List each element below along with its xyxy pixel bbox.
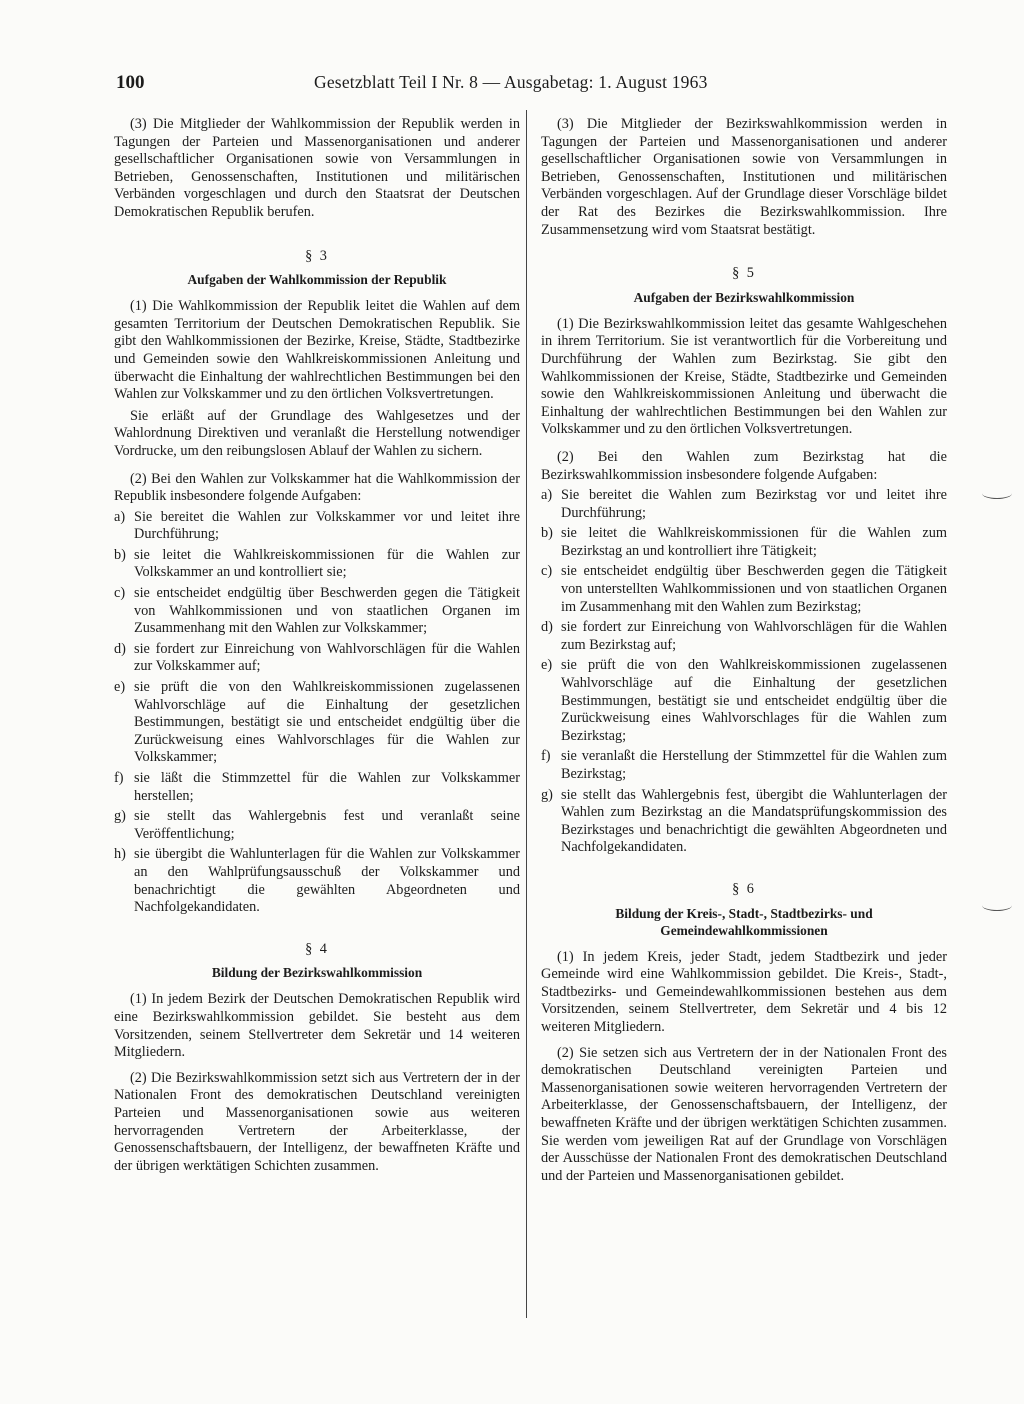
page-header bbox=[116, 72, 966, 98]
list-item-label: f) bbox=[541, 748, 551, 765]
paragraph: Sie erläßt auf der Grundlage des Wahlgesetzes und der Wahlordnung Direktiven und veranlaßt die Herstellung notwendiger Vordrucke, um den reibungslosen Ablauf der Wahlen zu sichern. bbox=[114, 407, 520, 459]
list-item bbox=[114, 770, 520, 805]
paragraph: (2) Bei den Wahlen zur Volkskammer hat die Wahlkommission der Republik insbesondere folgende Aufgaben: bbox=[114, 470, 520, 505]
list-item bbox=[114, 547, 520, 582]
section-symbol: § 5 bbox=[732, 265, 756, 282]
list-item bbox=[541, 563, 947, 616]
list-item bbox=[114, 585, 520, 638]
list-item bbox=[541, 487, 947, 522]
section-heading: Bildung der Bezirkswahlkommission bbox=[211, 965, 423, 981]
paragraph: (1) Die Wahlkommission der Republik leitet die Wahlen auf dem gesamten Territorium der Deutschen Demokratischen Republik. Sie gibt den Wahlkommissionen der Bezirke, Kreise, Städte, Stadtbezirke und Gemeinden sowie den Wahlkreiskommissionen Anleitung und überwacht die Einhaltung der wahlrechtlichen Bestimmungen bei den Wahlen zur Volkskammer und zu den örtlichen Volksvertretungen. bbox=[114, 298, 520, 403]
list-item-text: sie übergibt die Wahlunterlagen für die Wahlen zur Volkskammer an den Wahlprüfungsausschuß der Volkskammer und benachrichtigt die gewählten Abgeordneten und Nachfolgekandidaten. bbox=[134, 846, 520, 916]
list-item-label: c) bbox=[541, 563, 553, 580]
list-item bbox=[114, 509, 520, 544]
right-column bbox=[541, 116, 947, 1185]
paragraph: (2) Bei den Wahlen zum Bezirkstag hat die Bezirkswahlkommission insbesondere folgende Aufgaben: bbox=[541, 448, 947, 483]
column-divider bbox=[526, 110, 527, 1318]
section-heading: Bildung der Kreis-, Stadt-, Stadtbezirks- und Gemeindewahlkommissionen bbox=[615, 905, 873, 938]
section-heading: Aufgaben der Wahlkommission der Republik bbox=[187, 272, 447, 288]
list-item-text: Sie bereitet die Wahlen zur Volkskammer vor und leitet ihre Durchführung; bbox=[134, 508, 520, 543]
list-item-label: b) bbox=[114, 546, 126, 563]
section-symbol: § 6 bbox=[732, 880, 756, 897]
list-item bbox=[114, 641, 520, 676]
list-item-label: g) bbox=[541, 786, 553, 803]
paragraph: (1) In jedem Kreis, jeder Stadt, jedem Stadtbezirk und jeder Gemeinde wird eine Wahlkommission gebildet. Die Kreis-, Stadt-, Stadtbezirks- und Gemeindewahlkommissionen bestehen aus dem Vorsitzenden, seinem Stellvertreter, dem Sekretär und 4 bis 12 weiteren Mitgliedern. bbox=[541, 948, 947, 1035]
list-item-label: b) bbox=[541, 525, 553, 542]
section-symbol: § 3 bbox=[305, 247, 329, 264]
paragraph: (3) Die Mitglieder der Wahlkommission der Republik werden in Tagungen der Parteien und Massenorganisationen und anderer gesellschaftlicher Organisationen sowie von Versammlungen in Betrieben, Genossenschaften, Institutionen und militärischen Verbänden vorgeschlagen und durch den Staatsrat der Deutschen Demokratischen Republik berufen. bbox=[114, 116, 520, 220]
paragraph: (1) Die Bezirkswahlkommission leitet das gesamte Wahlgeschehen in ihrem Territorium. Sie ist verantwortlich für die Vorbereitung und Durchführung der Wahlen zum Bezirkstag. Sie gibt den Wahlkommissionen der Kreise, Städte, Stadtbezirke und Gemeinden sowie den Wahlkreiskommissionen Anleitung und überwacht die Einhaltung der wahlrechtlichen Bestimmungen bei den Wahlen zur Volkskammer und zu den örtlichen Volksvertretungen. bbox=[541, 315, 947, 438]
margin-mark bbox=[982, 488, 1012, 499]
list-item-label: f) bbox=[114, 770, 124, 786]
list-item-label: a) bbox=[114, 508, 126, 525]
paragraph: (1) In jedem Bezirk der Deutschen Demokratischen Republik wird eine Bezirkswahlkommission gebildet. Sie besteht aus dem Vorsitzenden, seinem Stellvertreter dem Sekretär und 14 weiteren Mitgliedern. bbox=[114, 991, 520, 1061]
list-item-label: c) bbox=[114, 585, 126, 602]
list-item-label: e) bbox=[541, 657, 553, 674]
paragraph: (2) Sie setzen sich aus Vertretern der in der Nationalen Front des demokratischen Deutschland vereinigten Parteien und Massenorganisationen sowie weiteren hervorragenden Vertretern der Arbeiterklasse, der Genossenschaftsbauern, der Intelligenz, der bewaffneten Kräfte und der übrigen werktätigen Schichten zusammen. Sie werden vom jeweiligen Rat auf der Grundlage von Vorschlägen der Ausschüsse der Nationalen Front des demokratischen Deutschland und der Parteien und Massenorganisationen gebildet. bbox=[541, 1044, 947, 1184]
list-item-text: sie fordert zur Einreichung von Wahlvorschlägen für die Wahlen zum Bezirkstag auf; bbox=[561, 619, 947, 653]
list-item bbox=[541, 619, 947, 654]
list-item bbox=[114, 808, 520, 843]
list-item-label: e) bbox=[114, 679, 126, 696]
list-item-text: sie prüft die von den Wahlkreiskommissionen zugelassenen Wahlvorschläge auf die Einhaltung der gesetzlichen Bestimmungen, bestätigt sie und entscheidet endgültig über die Zurückweisung eines Wahlvorschlages für die Wahlen zur Volkskammer; bbox=[134, 679, 520, 766]
list-item-text: sie stellt das Wahlergebnis fest und veranlaßt seine Veröffentlichung; bbox=[134, 808, 520, 842]
list-item bbox=[541, 525, 947, 560]
page-number: 100 bbox=[116, 72, 145, 93]
running-title: Gesetzblatt Teil I Nr. 8 — Ausgabetag: 1. August 1963 bbox=[314, 72, 708, 92]
list-item-text: sie leitet die Wahlkreiskommissionen für die Wahlen zum Bezirkstag an und kontrolliert ihre Tätigkeit; bbox=[561, 525, 947, 559]
list-item-label: g) bbox=[114, 808, 126, 825]
list-item bbox=[541, 657, 947, 745]
paragraph: (3) Die Mitglieder der Bezirkswahlkommission werden in Tagungen der Parteien und Massenorganisationen und anderer gesellschaftlicher Organisationen sowie von Versammlungen in Betrieben, Genossenschaften, Institutionen und militärischen Verbänden vorgeschlagen. Auf der Grundlage dieser Vorschläge bildet der Rat des Bezirkes die Bezirkswahlkommission. Ihre Zusammensetzung wird vom Staatsrat bestätigt. bbox=[541, 116, 947, 238]
list-item-label: h) bbox=[114, 846, 126, 863]
list-item-text: sie leitet die Wahlkreiskommissionen für die Wahlen zur Volkskammer an und kontrolliert sie; bbox=[134, 546, 520, 581]
list-item-label: a) bbox=[541, 487, 553, 504]
list-item-text: sie entscheidet endgültig über Beschwerden gegen die Tätigkeit von unterstellten Wahlkommissionen und von staatlichen Organen im Zusammenhang mit den Wahlen zum Bezirkstag; bbox=[561, 563, 947, 615]
list-item-text: Sie bereitet die Wahlen zum Bezirkstag vor und leitet ihre Durchführung; bbox=[561, 487, 947, 521]
margin-mark bbox=[982, 900, 1012, 911]
task-list bbox=[541, 487, 947, 857]
list-item-label: d) bbox=[114, 640, 126, 657]
list-item-text: sie entscheidet endgültig über Beschwerden gegen die Tätigkeit von Wahlkommissionen und von staatlichen Organen im Zusammenhang mit den Wahlen zur Volkskammer; bbox=[134, 585, 520, 637]
list-item-text: sie prüft die von den Wahlkreiskommissionen zugelassenen Wahlvorschläge auf die Einhaltung der gesetzlichen Bestimmungen, bestätigt sie und entscheidet endgültig über die Zurückweisung eines Wahlvorschlages für die Wahlen zum Bezirkstag; bbox=[561, 657, 947, 744]
list-item bbox=[541, 748, 947, 783]
paragraph: (2) Die Bezirkswahlkommission setzt sich aus Vertretern der in der Nationalen Front des demokratischen Deutschland vereinigten Parteien und Massenorganisationen sowie aus weiteren hervorragenden Vertretern der Arbeiterklasse, der Genossenschaftsbauern, der Intelligenz, der bewaffneten Kräfte und der übrigen werktätigen Schichten zusammen. bbox=[114, 1069, 520, 1174]
list-item-text: sie läßt die Stimmzettel für die Wahlen zur Volkskammer herstellen; bbox=[134, 770, 520, 804]
section-heading: Aufgaben der Bezirkswahlkommission bbox=[633, 289, 855, 305]
list-item bbox=[114, 679, 520, 767]
list-item-text: sie veranlaßt die Herstellung der Stimmzettel für die Wahlen zum Bezirkstag; bbox=[561, 748, 947, 782]
left-column bbox=[114, 116, 520, 1175]
list-item-label: d) bbox=[541, 619, 553, 636]
list-item-text: sie stellt das Wahlergebnis fest, übergibt die Wahlunterlagen der Wahlen zum Bezirkstag an die Mandatsprüfungskommission des Bezirkstages und benachrichtigt die gewählten Abgeordneten und Nachfolgekandidaten. bbox=[561, 786, 947, 856]
list-item bbox=[114, 846, 520, 916]
section-symbol: § 4 bbox=[305, 940, 329, 957]
task-list bbox=[114, 509, 520, 917]
list-item bbox=[541, 787, 947, 857]
list-item-text: sie fordert zur Einreichung von Wahlvorschlägen für die Wahlen zur Volkskammer auf; bbox=[134, 640, 520, 675]
